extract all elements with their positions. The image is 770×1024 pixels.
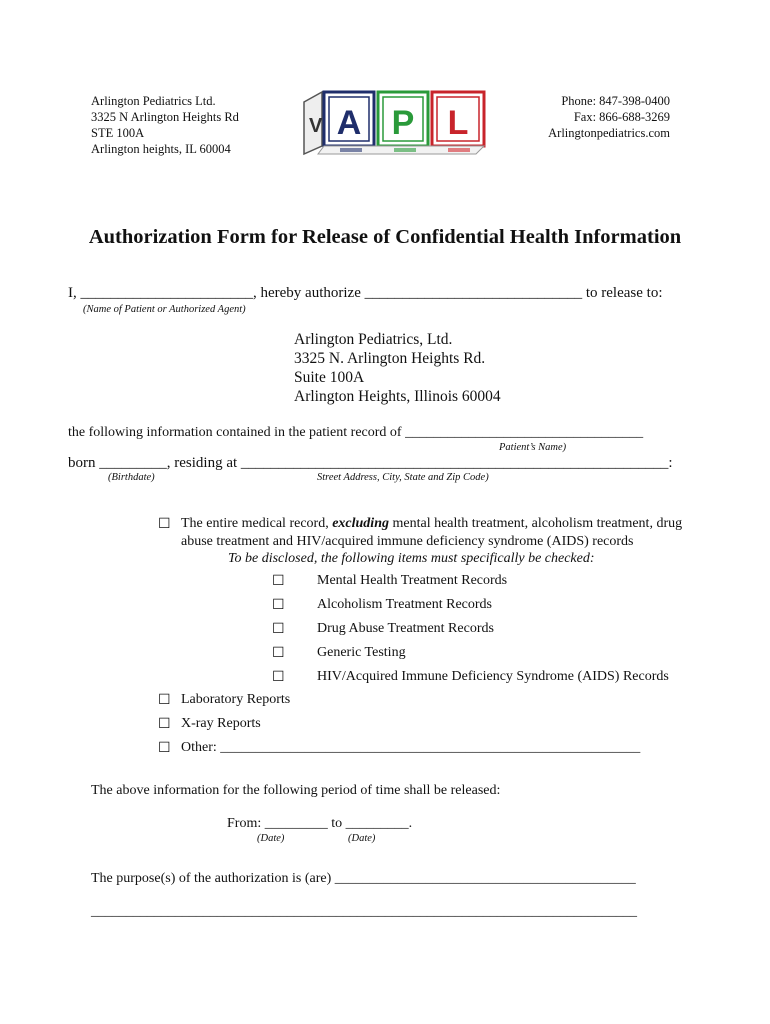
alcoholism-label: Alcoholism Treatment Records xyxy=(317,597,492,612)
xray-checkbox[interactable]: ☐ xyxy=(158,717,171,732)
drug-abuse-label: Drug Abuse Treatment Records xyxy=(317,621,494,636)
fax-number: Fax: 866-688-3269 xyxy=(573,110,670,124)
phone-number: Phone: 847-398-0400 xyxy=(561,94,670,108)
practice-street: 3325 N Arlington Heights Rd xyxy=(91,110,239,124)
logo-side-letter: V xyxy=(309,115,323,137)
logo-letter-l: L xyxy=(447,104,469,142)
alcoholism-checkbox[interactable]: ☐ xyxy=(272,598,285,613)
from-date-caption: (Date) xyxy=(257,833,285,844)
generic-testing-label: Generic Testing xyxy=(317,645,406,660)
practice-city: Arlington heights, IL 60004 xyxy=(91,142,231,156)
contact-block xyxy=(548,93,670,141)
website: Arlingtonpediatrics.com xyxy=(548,126,670,140)
address-caption: Street Address, City, State and Zip Code) xyxy=(317,472,489,483)
patient-caption: Patient’s Name) xyxy=(499,442,567,453)
logo-letter-a: A xyxy=(336,104,362,142)
mental-health-label: Mental Health Treatment Records xyxy=(317,573,508,588)
name-caption: (Name of Patient or Authorized Agent) xyxy=(83,304,246,315)
entire-record-label xyxy=(181,516,682,532)
drug-abuse-checkbox[interactable]: ☐ xyxy=(272,622,285,637)
hiv-aids-checkbox[interactable]: ☐ xyxy=(272,670,285,685)
entire-record-prefix: The entire medical record, xyxy=(181,516,329,531)
purpose-blank-line: ______________________________________________________________________________ xyxy=(91,904,637,919)
recipient-street: 3325 N. Arlington Heights Rd. xyxy=(294,350,486,367)
entire-record-suffix: mental health treatment, alcoholism treatment, drug xyxy=(392,516,683,531)
apl-logo xyxy=(300,88,490,158)
recipient-name: Arlington Pediatrics, Ltd. xyxy=(294,331,453,348)
disclosure-note: To be disclosed, the following items must specifically be checked: xyxy=(228,551,595,566)
to-date-caption: (Date) xyxy=(348,833,376,844)
practice-address xyxy=(91,93,239,157)
other-label: Other: ____________________________________________________________ xyxy=(181,740,641,755)
purpose-line: The purpose(s) of the authorization is (are) ___________________________________________ xyxy=(91,871,636,886)
from-to-line: From: _________ to _________. xyxy=(227,816,413,831)
excluding-emphasis: excluding xyxy=(332,516,389,531)
authorize-line: I, _______________________, hereby authorize _____________________________ to release to: xyxy=(68,285,663,301)
mental-health-checkbox[interactable]: ☐ xyxy=(272,574,285,589)
recipient-suite: Suite 100A xyxy=(294,369,365,386)
practice-name: Arlington Pediatrics Ltd. xyxy=(91,94,216,108)
hiv-aids-label: HIV/Acquired Immune Deficiency Syndrome (AIDS) Records xyxy=(317,669,669,684)
logo-letter-p: P xyxy=(391,104,415,142)
recipient-block xyxy=(294,330,501,406)
generic-testing-checkbox[interactable]: ☐ xyxy=(272,646,285,661)
entire-record-checkbox[interactable]: ☐ xyxy=(158,517,171,532)
period-text: The above information for the following period of time shall be released: xyxy=(91,783,501,798)
xray-label: X-ray Reports xyxy=(181,716,261,731)
laboratory-checkbox[interactable]: ☐ xyxy=(158,693,171,708)
info-line: the following information contained in the patient record of __________________________________ xyxy=(68,425,644,440)
entire-record-line2: abuse treatment and HIV/acquired immune deficiency syndrome (AIDS) records xyxy=(181,534,634,549)
recipient-city: Arlington Heights, Illinois 60004 xyxy=(294,388,501,405)
laboratory-label: Laboratory Reports xyxy=(181,692,291,707)
born-line: born _________, residing at _________________________________________________________: xyxy=(68,455,673,471)
other-checkbox[interactable]: ☐ xyxy=(158,741,171,756)
birthdate-caption: (Birthdate) xyxy=(108,472,155,483)
form-title: Authorization Form for Release of Confidential Health Information xyxy=(88,226,682,248)
practice-suite: STE 100A xyxy=(91,126,145,140)
